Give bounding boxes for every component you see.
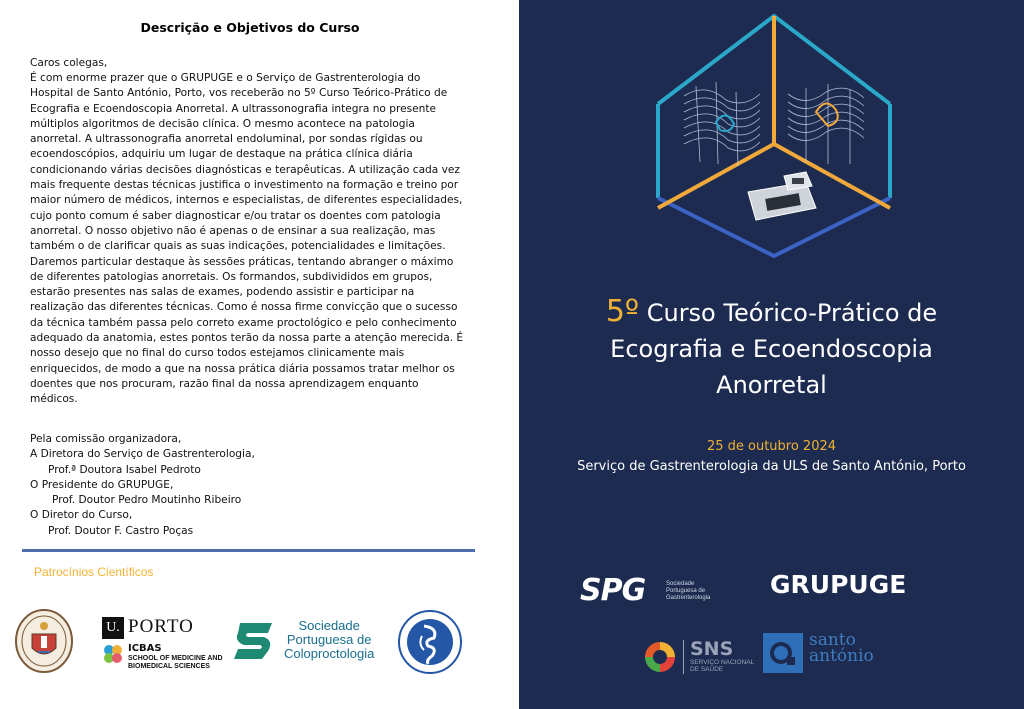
- body-line: realização das diferentes técnicas. Como é nossa firme convicção que o sucesso: [30, 301, 458, 314]
- body-line: médicos.: [30, 393, 78, 406]
- sns-subtitle: [690, 659, 754, 673]
- spg-sub-line-2: Portuguesa de: [666, 588, 706, 594]
- body-line: adequado da anatomia, estes pontos terão da nossa parte a atenção merecida. É: [30, 332, 464, 345]
- body-line: doentes que nos procuram, razão final da nossa aprendizagem enquanto: [30, 377, 419, 390]
- course-title-line-3: Anorretal: [716, 371, 827, 399]
- signature-role-3: O Diretor do Curso,: [30, 509, 133, 522]
- signature-role-2: O Presidente do GRUPUGE,: [30, 478, 174, 491]
- course-title-line-2: Ecografia e Ecoendoscopia: [610, 335, 933, 363]
- uporto-wordmark: PORTO: [128, 616, 194, 637]
- signature-name-3: Prof. Doutor F. Castro Poças: [48, 524, 194, 537]
- signature-intro: Pela comissão organizadora,: [30, 433, 182, 445]
- sponsors-heading: Patrocínios Científicos: [34, 565, 154, 579]
- signature-name-2: Prof. Doutor Pedro Moutinho Ribeiro: [52, 494, 242, 507]
- body-line: múltiplos algoritmos de decisão clínica. O mesmo acontece na patologia: [30, 117, 415, 130]
- sns-divider: [683, 640, 684, 674]
- uporto-icbas-logo: [102, 617, 222, 669]
- course-venue: Serviço de Gastrenterologia da ULS de Santo António, Porto: [577, 459, 966, 474]
- icbas-subtitle-line-2: BIOMEDICAL SCIENCES: [128, 663, 210, 670]
- body-line: ecoendoscópios, adquiriu um lugar de destaque na prática clínica diária: [30, 148, 413, 161]
- medical-school-seal-logo: [14, 608, 74, 679]
- body-line: Hospital de Santo António, Porto, vos receberão no 5º Curso Teórico-Prático de: [30, 87, 448, 100]
- spc-name-line-2: Portuguesa de: [286, 632, 372, 647]
- course-title-line-1: [519, 294, 1024, 331]
- sns-sub-line-1: SERVIÇO NACIONAL: [690, 659, 755, 666]
- icbas-flower-icon: [102, 643, 124, 665]
- body-text: [30, 71, 470, 408]
- left-page: [0, 0, 505, 709]
- sns-wordmark: SNS: [690, 638, 734, 660]
- section-title: Descrição e Objetivos do Curso: [140, 20, 360, 35]
- spg-sub-line-1: Sociedade: [666, 581, 695, 587]
- body-line: É com enorme prazer que o GRUPUGE e o Serviço de Gastrenterologia do: [30, 72, 421, 84]
- santo-antonio-line-2: antónio: [809, 646, 874, 666]
- grupuge-logo: GRUPUGE: [770, 570, 907, 599]
- right-page-cover: [519, 0, 1024, 709]
- body-line: condicionando várias decisões diagnósticas e terapêuticas. A utilização cada vez: [30, 163, 460, 176]
- body-line: nosso desejo que no final do curso todos estejamos clinicamente mais: [30, 347, 405, 360]
- course-title-text-1: Curso Teórico-Prático de: [646, 299, 938, 327]
- santo-antonio-line-1: santo: [809, 630, 856, 650]
- ultrasound-cube-illustration: [656, 12, 892, 258]
- body-line: de diferentes patologias anorretais. Os formandos, subdivididos em grupos,: [30, 270, 433, 283]
- course-date: 25 de outubro 2024: [706, 439, 837, 454]
- spg-logo: SPG: [580, 573, 646, 608]
- spc-name: [284, 619, 374, 661]
- course-title: [519, 294, 1024, 403]
- course-number: 5º: [605, 294, 640, 329]
- body-line: cujo ponto comum é saber diagnosticar e/ou tratar os doentes com patologia: [30, 209, 441, 222]
- body-line: anorretal. A ultrassonografia anorretal endoluminal, por sondas rígidas ou: [30, 133, 423, 146]
- body-line: anorretal. O nosso objetivo não é apenas o de ensinar a sua realização, mas: [30, 224, 436, 237]
- spg-sub-line-3: Gastrenterologia: [666, 595, 711, 601]
- signature-name-1: Prof.ª Doutora Isabel Pedroto: [48, 463, 201, 476]
- body-line: também o de clarificar quais as suas indicações, potencialidades e limitações.: [30, 240, 446, 253]
- santo-antonio-wordmark: [809, 632, 874, 664]
- uporto-u-mark: U.: [102, 617, 124, 639]
- divider-rule: [22, 549, 475, 552]
- santo-antonio-square-icon: [763, 633, 803, 673]
- sns-sub-line-2: DE SAÚDE: [690, 666, 724, 673]
- signature-block: [30, 432, 470, 539]
- greeting-line: Caros colegas,: [30, 57, 108, 69]
- digestive-society-round-logo: [398, 610, 462, 679]
- body-line: Daremos particular destaque às sessões práticas, tentando abranger o máximo: [30, 255, 454, 268]
- icbas-subtitle: [128, 655, 223, 671]
- icbas-wordmark: ICBAS: [128, 643, 162, 654]
- body-line: mais frequente destas técnicas justifica o investimento na formação e treino por: [30, 179, 459, 192]
- body-line: estarão presentes nas salas de exames, podendo assistir e participar na: [30, 286, 415, 299]
- icbas-subtitle-line-1: SCHOOL OF MEDICINE AND: [128, 655, 223, 662]
- page-gutter: [505, 0, 519, 709]
- body-line: enriquecidos, de modo a que na nossa prática diária possamos tratar melhor os: [30, 362, 455, 375]
- spg-logo-subtitle: [666, 581, 710, 602]
- spc-s-icon: [232, 621, 276, 661]
- body-line: da técnica também passa pelo correto exame proctológico e pelo conhecimento: [30, 316, 457, 329]
- greeting: [30, 56, 470, 71]
- body-line: Ecografia e Ecoendoscopia Anorretal. A ultrassonografia integra no presente: [30, 102, 437, 115]
- sns-ring-icon: [643, 640, 677, 674]
- spc-coloproctologia-logo: [232, 619, 382, 665]
- signature-role-1: A Diretora do Serviço de Gastrenterologia,: [30, 448, 255, 461]
- body-line: maior número de médicos, internos e especialistas, de diferentes especialidades,: [30, 194, 463, 207]
- spc-name-line-3: Coloproctologia: [284, 646, 375, 661]
- spc-name-line-1: Sociedade: [298, 618, 360, 633]
